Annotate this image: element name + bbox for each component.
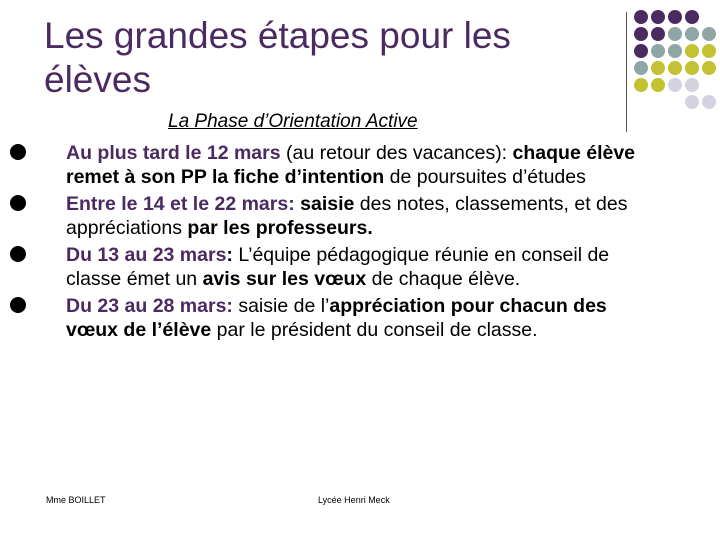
- decorative-dot: [668, 61, 682, 75]
- bullet-text: par le président du conseil de classe.: [211, 319, 538, 341]
- bullet-text: (au retour des vacances):: [280, 142, 513, 164]
- bullet-text: avis sur les vœux: [202, 268, 367, 290]
- slide-subtitle: La Phase d’Orientation Active: [168, 111, 418, 132]
- decorative-dot: [685, 27, 699, 41]
- decorative-dot: [634, 95, 648, 109]
- decorative-dot: [702, 10, 716, 24]
- decorative-dot: [651, 27, 665, 41]
- decorative-dot: [685, 61, 699, 75]
- bullet-text: par les professeurs.: [187, 217, 373, 239]
- decorative-dot: [668, 78, 682, 92]
- bullet-dot-icon: [10, 297, 26, 313]
- decorative-dot: [651, 10, 665, 24]
- decorative-dot: [685, 44, 699, 58]
- decorative-dot: [634, 78, 648, 92]
- decorative-dot: [685, 95, 699, 109]
- bullet-list: [10, 141, 650, 345]
- decorative-dot: [702, 78, 716, 92]
- bullet-item: [10, 141, 650, 189]
- decorative-dot: [668, 95, 682, 109]
- bullet-dot-icon: [10, 246, 26, 262]
- decorative-dot: [702, 95, 716, 109]
- bullet-text: Au plus tard le 12 mars: [66, 142, 281, 164]
- decorative-dot: [651, 61, 665, 75]
- decorative-dot: [668, 44, 682, 58]
- decorative-dot: [651, 78, 665, 92]
- slide-title-line2: élèves: [44, 59, 151, 100]
- bullet-item: [10, 192, 650, 240]
- bullet-text: chaque élève remet à son PP la fiche d’intention: [66, 142, 636, 188]
- bullet-dot-icon: [10, 195, 26, 211]
- bullet-text: saisie: [300, 193, 355, 215]
- decorative-dot: [651, 44, 665, 58]
- bullet-item: [10, 243, 650, 291]
- bullet-text: de poursuites d’études: [384, 166, 586, 188]
- decorative-dot: [668, 27, 682, 41]
- bullet-text: des notes, classements, et des appréciations: [66, 193, 628, 239]
- bullet-text: Du 23 au 28 mars:: [66, 295, 233, 317]
- bullet-text: :: [226, 244, 233, 266]
- decorative-dot: [702, 44, 716, 58]
- bullet-text: L’équipe pédagogique réunie en conseil de classe émet un: [66, 244, 610, 290]
- footer-author: Mme BOILLET: [46, 495, 106, 505]
- bullet-text: saisie de l’: [232, 295, 330, 317]
- bullet-text: appréciation pour chacun des vœux de l’élève: [66, 295, 607, 341]
- decorative-dot: [685, 10, 699, 24]
- bullet-item: [10, 294, 650, 342]
- bullet-dot-icon: [10, 144, 26, 160]
- decorative-dot: [702, 27, 716, 41]
- vertical-divider: [626, 12, 627, 132]
- decorative-dot-grid: [634, 10, 716, 109]
- bullet-text: Du 13 au 23 mars: [66, 244, 227, 266]
- decorative-dot: [685, 78, 699, 92]
- bullet-text: de chaque élève.: [366, 268, 521, 290]
- decorative-dot: [634, 10, 648, 24]
- decorative-dot: [651, 95, 665, 109]
- slide-title-line1: Les grandes étapes pour les: [44, 15, 511, 56]
- slide-title: [44, 14, 604, 102]
- bullet-text: Entre le 14 et le 22 mars:: [66, 193, 295, 215]
- decorative-dot: [702, 61, 716, 75]
- decorative-dot: [634, 27, 648, 41]
- decorative-dot: [668, 10, 682, 24]
- decorative-dot: [634, 44, 648, 58]
- decorative-dot: [634, 61, 648, 75]
- footer-school: Lycée Henri Meck: [318, 495, 390, 505]
